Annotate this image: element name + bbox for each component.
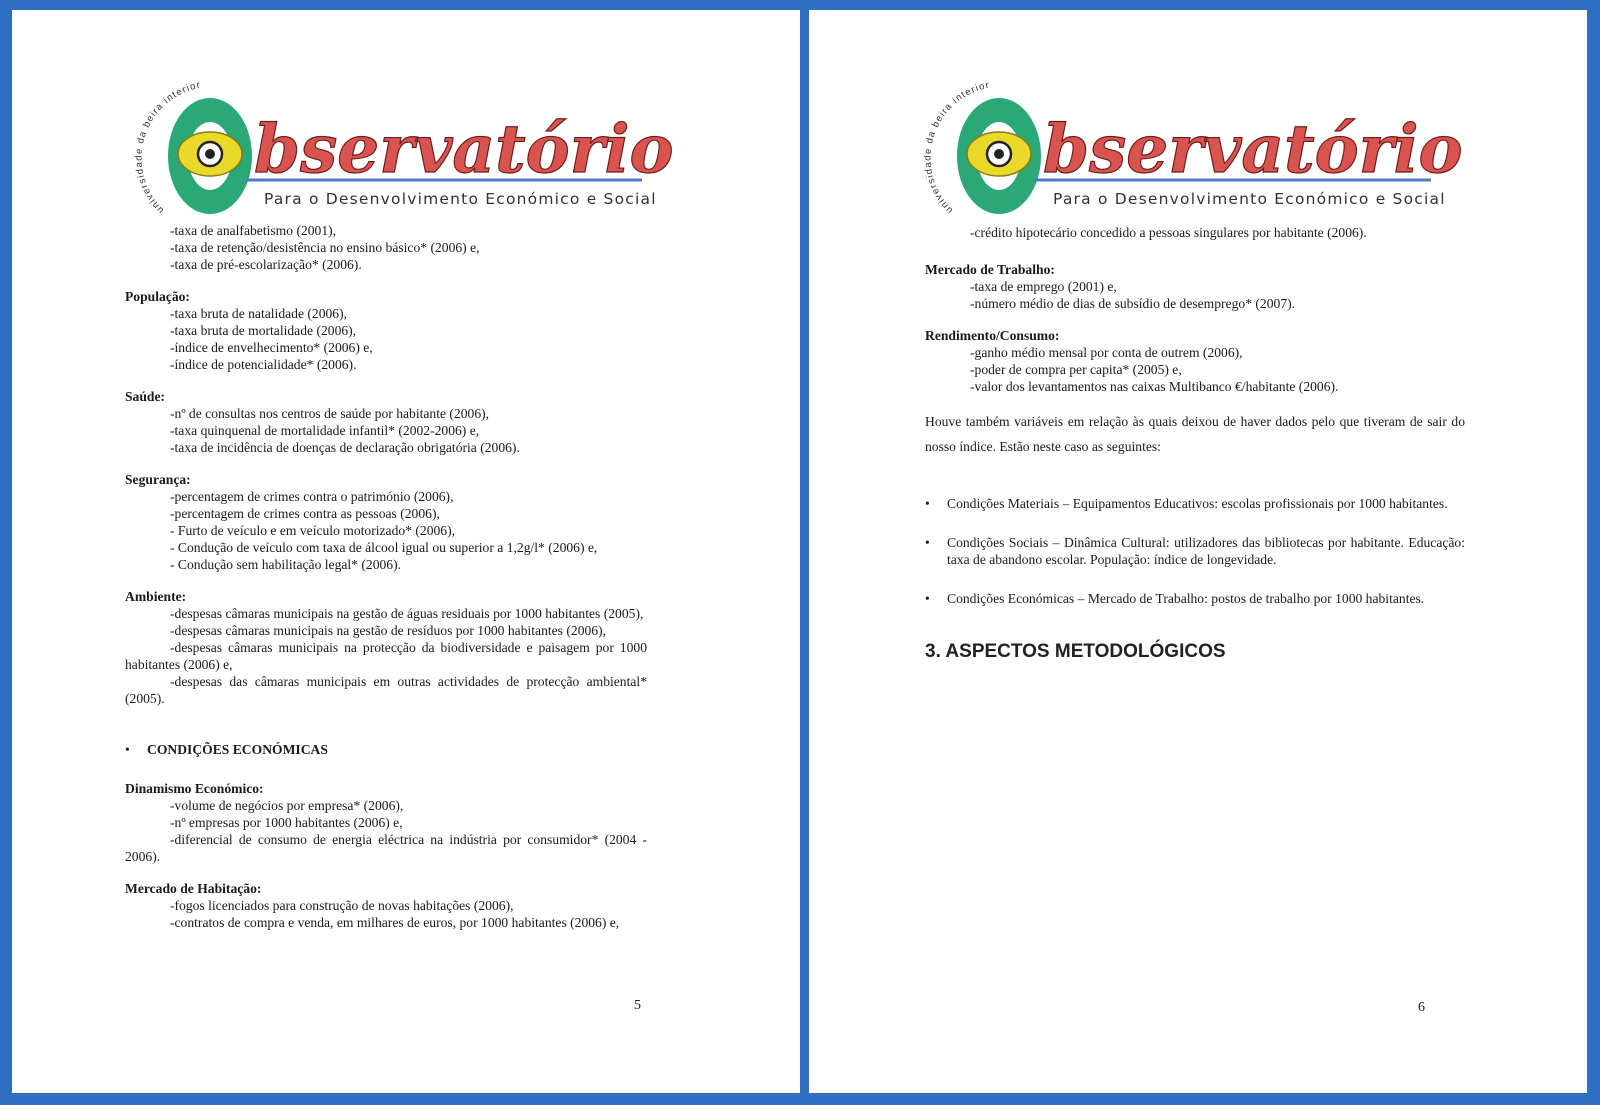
list-item: -volume de negócios por empresa* (2006), [170,798,404,813]
section-ambiente [125,588,647,707]
list-item [925,534,1465,568]
list-item: -despesas das câmaras municipais em outras actividades de protecção ambiental* (2005). [125,674,647,706]
section-populacao [125,288,647,373]
list-item: -percentagem de crimes contra o património (2006), [170,489,454,504]
bullet-icon: • [125,742,130,757]
intro-list [925,224,1465,241]
observatorio-logo [133,79,674,228]
logo-tagline: Para o Desenvolvimento Económico e Social [1053,190,1446,208]
list-item: -crédito hipotecário concedido a pessoas singulares por habitante (2006). [970,225,1367,240]
list-item: - Condução de veículo com taxa de álcool igual ou superior a 1,2g/l* (2006) e, [170,540,598,555]
list-item: -taxa de pré-escolarização* (2006). [170,257,362,272]
page-number: 5 [634,998,641,1013]
list-item: -despesas câmaras municipais na gestão de resíduos por 1000 habitantes (2006), [170,623,607,638]
logo-word: bservatório [1043,110,1463,188]
list-item: -número médio de dias de subsídio de desemprego* (2007). [970,296,1296,311]
page-5-content [125,222,647,931]
list-item: -taxa bruta de mortalidade (2006), [170,323,357,338]
section-heading: Mercado de Trabalho: [925,262,1055,277]
section-mercado-trabalho [925,261,1465,312]
section-heading: Ambiente: [125,589,187,604]
list-item: -índice de envelhecimento* (2006) e, [170,340,373,355]
section-habitacao [125,880,647,931]
section-heading: Rendimento/Consumo: [925,328,1060,343]
logo-arc-text: universidade da beira interior [133,79,202,216]
list-item: - Condução sem habilitação legal* (2006). [170,557,402,572]
observatorio-logo [922,79,1463,228]
list-item: -ganho médio mensal por conta de outrem (2006), [970,345,1243,360]
page-6-content [925,224,1465,660]
bullet-text: Condições Sociais – Dinâmica Cultural: utilizadores das bibliotecas por habitante. Educação: taxa de abandono escolar. População: índice de longevidade. [947,535,1465,567]
logo-tagline: Para o Desenvolvimento Económico e Social [264,190,657,208]
bullet-icon: • [925,591,930,606]
section-heading: População: [125,289,190,304]
section-heading: Dinamismo Económico: [125,781,264,796]
section-rendimento [925,327,1465,395]
bullet-text: Condições Materiais – Equipamentos Educativos: escolas profissionais por 1000 habitantes. [947,496,1448,511]
intro-list [125,222,647,273]
section-seguranca [125,471,647,573]
list-item: - Furto de veículo e em veículo motorizado* (2006), [170,523,456,538]
section-heading: CONDIÇÕES ECONÓMICAS [147,742,328,757]
section-saude [125,388,647,456]
list-item: -percentagem de crimes contra as pessoas (2006), [170,506,440,521]
list-item: -fogos licenciados para construção de novas habitações (2006), [170,898,514,913]
list-item: -contratos de compra e venda, em milhares de euros, por 1000 habitantes (2006) e, [170,915,620,930]
list-item: -diferencial de consumo de energia eléctrica na indústria por consumidor* (2004 - 2006). [125,832,647,864]
section-condicoes-economicas [125,741,647,758]
list-item: -taxa quinquenal de mortalidade infantil* (2002-2006) e, [170,423,480,438]
list-item: -despesas câmaras municipais na gestão de águas residuais por 1000 habitantes (2005), [170,606,644,621]
list-item: -valor dos levantamentos nas caixas Multibanco €/habitante (2006). [970,379,1339,394]
page-5 [12,10,800,1093]
observatorio-logo-graphic [922,79,1463,228]
list-item: -índice de potencialidade* (2006). [170,357,357,372]
list-item: -taxa de emprego (2001) e, [970,279,1117,294]
bullet-icon: • [925,535,930,550]
list-item: -nº empresas por 1000 habitantes (2006) e, [170,815,403,830]
section-heading: Segurança: [125,472,191,487]
logo-arc-text: universidade da beira interior [922,79,991,216]
section-heading: Saúde: [125,389,166,404]
list-item: -taxa bruta de natalidade (2006), [170,306,348,321]
logo-word: bservatório [254,110,674,188]
section-heading-aspectos-metodologicos: 3. ASPECTOS METODOLÓGICOS [925,641,1226,662]
list-item [925,590,1465,607]
list-item: -taxa de retenção/desistência no ensino básico* (2006) e, [170,240,480,255]
list-item: -nº de consultas nos centros de saúde por habitante (2006), [170,406,490,421]
list-item: -taxa de analfabetismo (2001), [170,223,337,238]
page-number: 6 [1418,1000,1425,1015]
section-heading: Mercado de Habitação: [125,881,262,896]
bullet-text: Condições Económicas – Mercado de Trabalho: postos de trabalho por 1000 habitantes. [947,591,1425,606]
bullet-icon: • [925,496,930,511]
body-paragraph: Houve também variáveis em relação às quais deixou de haver dados pelo que tiveram de sair do nosso índice. Estão neste caso as seguintes: [925,414,1465,454]
observatorio-logo-graphic [133,79,674,228]
list-item: -poder de compra per capita* (2005) e, [970,362,1182,377]
list-item [925,495,1465,512]
section-dinamismo [125,780,647,865]
list-item: -despesas câmaras municipais na protecção da biodiversidade e paisagem por 1000 habitantes (2006) e, [125,640,647,672]
page-6 [809,10,1587,1093]
list-item: -taxa de incidência de doenças de declaração obrigatória (2006). [170,440,520,455]
